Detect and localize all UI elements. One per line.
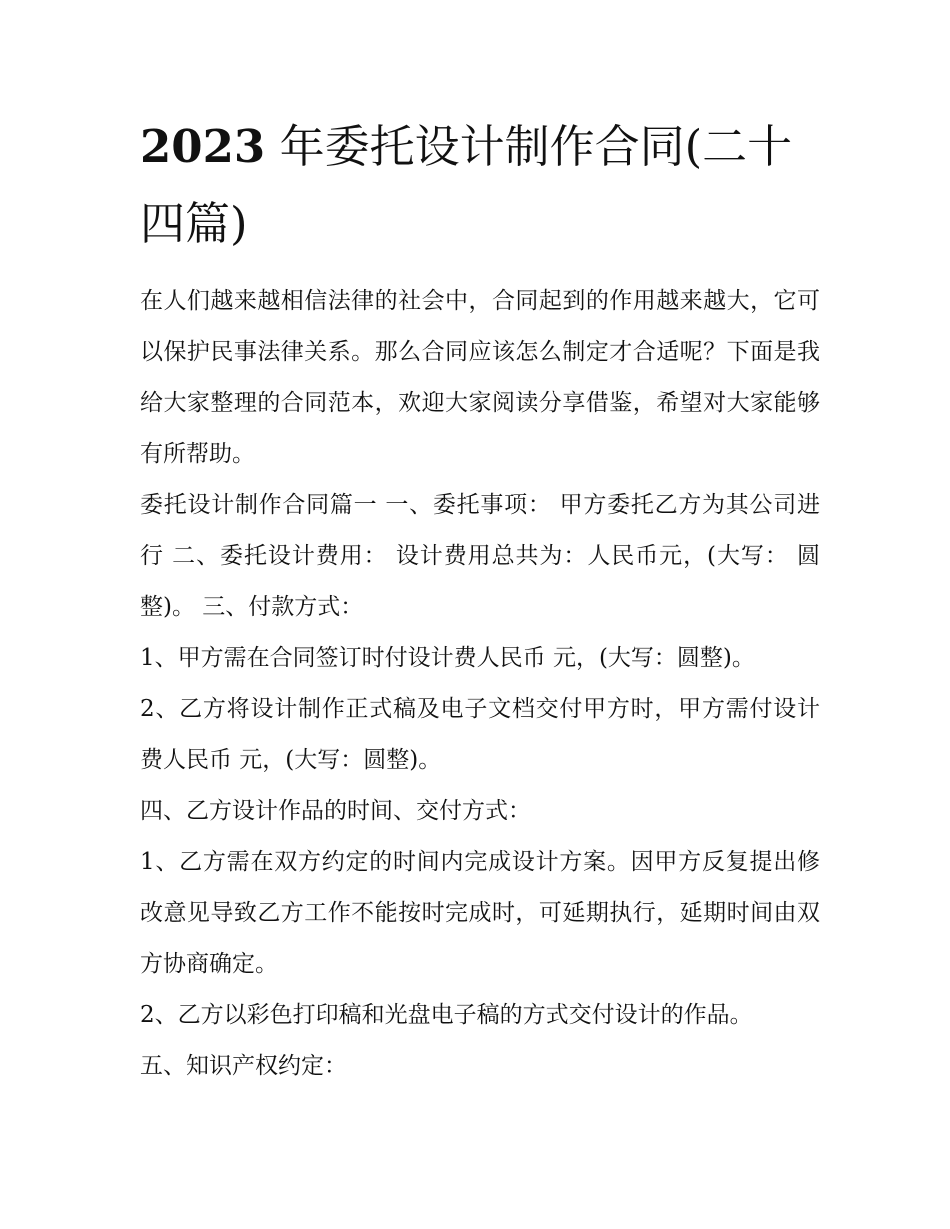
delivery-item-2: 2、乙方以彩色打印稿和光盘电子稿的方式交付设计的作品。 (140, 1002, 753, 1028)
document-title (140, 108, 820, 262)
intro-paragraph: 在人们越来越相信法律的社会中，合同起到的作用越来越大，它可以保护民事法律关系。那么合同应该怎么制定才合适呢？下面是我给大家整理的合同范本，欢迎大家阅读分享借鉴，希望对大家能够有所帮助。 (140, 288, 820, 467)
section-heading-ip: 五、知识产权约定： (140, 1053, 347, 1079)
section-heading-delivery: 四、乙方设计作品的时间、交付方式： (140, 798, 531, 824)
document-body (140, 276, 820, 1092)
title-text: 年委托设计制作合同(二十四篇) (140, 120, 793, 250)
title-year: 2023 (140, 120, 266, 173)
payment-item-1: 1、甲方需在合同签订时付设计费人民币 元，(大写：圆整)。 (140, 645, 755, 671)
delivery-item-1: 1、乙方需在双方约定的时间内完成设计方案。因甲方反复提出修改意见导致乙方工作不能按时完成时，可延期执行，延期时间由双方协商确定。 (140, 849, 820, 977)
contract-section-paragraph: 委托设计制作合同篇一 一、委托事项： 甲方委托乙方为其公司进行 二、委托设计费用： 设计费用总共为：人民币元，(大写： 圆整)。 三、付款方式： (140, 492, 820, 620)
payment-item-2: 2、乙方将设计制作正式稿及电子文档交付甲方时，甲方需付设计费人民币 元，(大写：圆整)。 (140, 696, 820, 773)
